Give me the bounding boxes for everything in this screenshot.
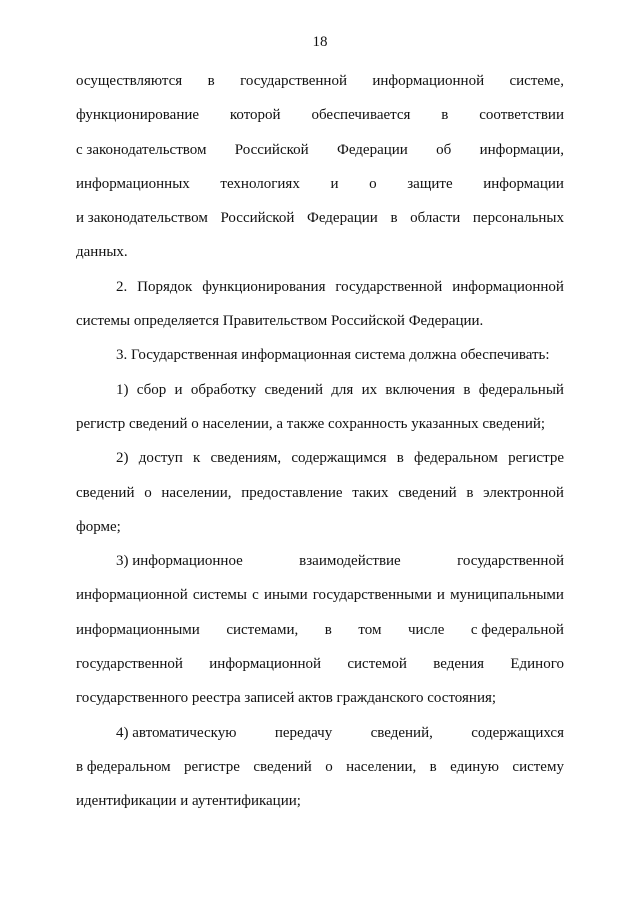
word: для [331,381,354,398]
word: функционирование [76,107,200,124]
word: Федерации [306,210,378,227]
word: о [325,758,333,775]
text-line [76,167,564,201]
word: государственной [457,553,564,570]
text-line: идентификации и аутентификации; [76,793,301,810]
word: соответствии [479,107,564,124]
word: их [361,381,378,398]
text-line: регистр сведений о населении, а также сохранность указанных сведений; [76,415,546,432]
word: взаимодействие [299,553,401,570]
text-line [76,647,564,681]
text-line [76,201,564,235]
word: государственной [76,656,183,673]
word: в [207,73,215,89]
word: обеспечивается [311,107,411,124]
word: информационной [452,278,564,295]
word: 1) [116,381,129,398]
word: таких [352,484,389,501]
word: электронной [483,484,564,501]
word: с законодательством [76,141,207,158]
word: информационной [76,587,188,604]
word: в [390,210,398,227]
word: информационной [209,656,321,673]
text-line: форме; [76,518,121,535]
word: содержащихся [471,724,564,741]
page-number: 18 [312,34,328,50]
word: об [436,141,452,158]
word: муниципальными [450,587,564,604]
word: передачу [274,724,333,741]
word: населении, [161,484,232,501]
word: государственной [240,73,347,89]
word: включения [385,381,456,398]
word: осуществляются [76,73,183,89]
word: федеральном [414,450,498,467]
word: регистре [508,450,564,467]
word: о [369,175,377,192]
word: информационными [76,621,200,638]
word: Российской [234,141,309,158]
word: в [429,758,437,775]
word: 3) информационное [116,553,243,570]
word: информационной [372,73,485,89]
word: Федерации [336,141,408,158]
text-line [76,441,564,475]
word: регистре [184,758,240,775]
word: государственными [312,587,432,604]
word: в [324,621,332,638]
word: сбор [136,381,167,398]
body-text [76,64,564,819]
word: сведений, [370,724,433,741]
text-line: системы определяется Правительством Российской Федерации. [76,313,484,330]
word: Порядок [137,278,193,295]
word: ведения [433,656,484,673]
word: единую [450,758,500,775]
word: сведений [398,484,457,501]
word: сведений [76,484,135,501]
word: 2) [116,450,129,467]
word: населении, [346,758,417,775]
word: системы [192,587,248,604]
text-line [76,98,564,132]
word: функционирования [202,278,326,295]
word: и [330,175,339,192]
text-line: государственного реестра записей актов гражданского состояния; [76,690,497,707]
word: содержащимся [291,450,387,467]
word: государственной [335,278,443,295]
text-line [76,133,564,167]
word: информации, [479,141,564,158]
word: предоставление [241,484,343,501]
word: сведений [264,381,323,398]
text-line: 3. Государственная информационная система должна обеспечивать: [116,347,550,364]
word: области [410,210,461,227]
word: персональных [472,210,564,227]
text-line [76,578,564,612]
word: с федеральной [470,621,564,638]
word: системами, [226,621,299,638]
word: сведениям, [210,450,282,467]
word: в [463,381,471,398]
word: которой [229,107,281,124]
word: сведений [253,758,312,775]
word: и [174,381,183,398]
word: информационных [76,175,190,192]
text-line [76,64,564,98]
word: том [358,621,382,638]
word: доступ [138,450,183,467]
word: в [466,484,474,501]
word: числе [407,621,445,638]
word: и законодательством [76,210,208,227]
word: федеральный [478,381,564,398]
text-line [76,750,564,784]
word: в [441,107,449,124]
word: 4) автоматическую [116,724,237,741]
text-line [76,716,564,750]
text-line [76,544,564,578]
word: систему [512,758,564,775]
word: защите [407,175,453,192]
word: системой [347,656,407,673]
word: с [252,587,259,604]
text-line [76,613,564,647]
word: в [396,450,404,467]
word: в федеральном [76,758,171,775]
word: Единого [510,656,564,673]
word: о [144,484,152,501]
word: к [193,450,201,467]
word: 2. [116,278,128,295]
word: и [436,587,445,604]
text-line [76,373,564,407]
word: системе, [509,73,564,89]
word: технологиях [220,175,300,192]
word: иными [263,587,308,604]
word: информации [483,175,564,192]
text-line [76,270,564,304]
word: обработку [190,381,257,398]
text-line: данных. [76,244,128,261]
word: Российской [220,210,295,227]
text-line [76,476,564,510]
